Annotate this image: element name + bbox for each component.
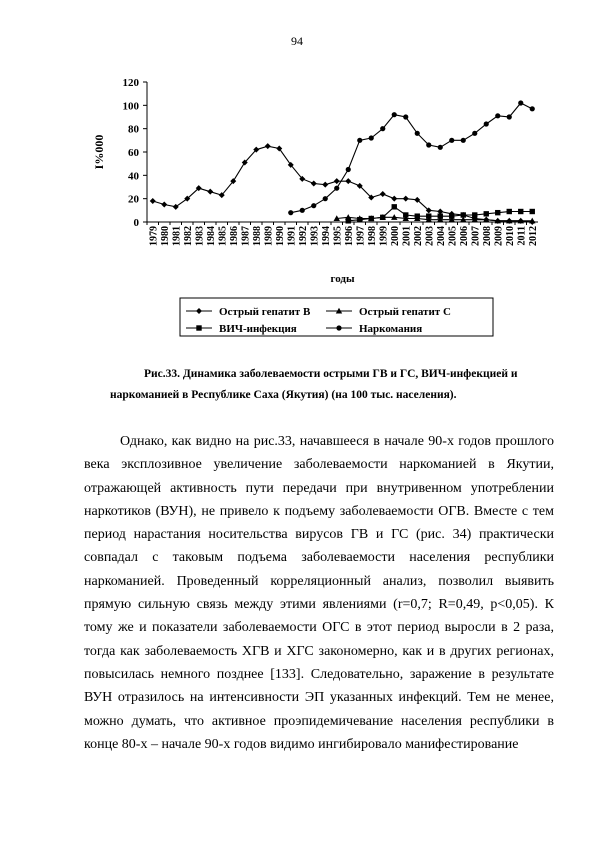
x-tick-label: 2009 [493,226,505,246]
data-point-circle [311,203,316,208]
x-tick-label: 1981 [171,226,183,246]
data-point-circle [530,106,535,111]
data-point-square [415,213,420,218]
x-tick-label: 2000 [389,226,401,246]
x-tick-label: 2001 [401,226,413,246]
data-point-circle [300,208,305,213]
data-point-diamond [265,143,271,149]
body-text [84,430,554,756]
data-point-square [507,209,512,214]
data-point-circle [380,126,385,131]
data-point-diamond [403,196,409,202]
data-point-diamond [322,182,328,188]
data-point-square [403,212,408,217]
chart-legend [180,298,493,336]
legend-marker-circle [336,325,341,330]
page-number: 94 [291,34,303,48]
x-tick-label: 1992 [297,226,309,246]
data-point-circle [415,131,420,136]
x-tick-label: 1994 [320,226,332,246]
y-axis-label: I%000 [92,134,106,170]
data-point-square [495,210,500,215]
data-point-square [438,213,443,218]
data-point-circle [334,186,339,191]
data-point-square [369,216,374,221]
data-point-diamond [161,202,167,208]
x-tick-label: 1988 [251,226,263,246]
data-point-circle [288,210,293,215]
x-tick-label: 2005 [447,226,459,246]
x-tick-label: 2008 [481,226,493,246]
y-tick-label: 20 [128,193,139,206]
data-point-diamond [345,178,351,184]
data-point-diamond [150,198,156,204]
x-tick-label: 1995 [332,226,344,246]
x-tick-label: 1998 [366,226,378,246]
y-tick-label: 80 [128,123,139,136]
data-point-circle [495,113,500,118]
figure-caption [110,364,530,406]
y-tick-label: 120 [122,77,139,89]
x-tick-label: 1989 [263,226,275,246]
incidence-line-chart [0,0,594,360]
y-tick-label: 60 [128,147,139,159]
legend-label: Наркомания [359,323,423,335]
x-tick-label: 1984 [205,226,217,246]
data-point-square [484,211,489,216]
x-tick-label: 2003 [424,226,436,246]
x-tick-label: 2007 [470,226,482,246]
x-tick-label: 1991 [286,226,298,246]
data-point-square [449,213,454,218]
data-point-circle [507,114,512,119]
x-tick-label: 1996 [343,226,355,246]
x-tick-label: 1993 [309,226,321,246]
x-tick-label: 1980 [159,226,171,246]
data-point-square [357,217,362,222]
data-point-square [472,212,477,217]
data-point-circle [369,135,374,140]
body-paragraph: Однако, как видно на рис.33, начавшееся в начале 90-х годов прошлого века эксплозивное увеличение заболеваемости наркоманией в Якутии, отражающей активность пути передачи при внутривенном употреблении наркотиков (ВУН), не привело к подъему заболеваемости ОГВ. Вместе с тем период нарастания носительства вирусов ГВ и ГС (рис. 34) практически совпадал с таковым подъема заболеваемости населения республики наркоманией. Проведенный корреляционный анализ, позволил выявить прямую сильную связь между этими явлениями (r=0,7; R=0,49, p<0,05). К тому же и показатели заболеваемости ОГС в этот период выросли в 2 раза, тогда как заболеваемость ХГВ и ХГС закономерно, как и в других регионах, повысилась немного позднее [133]. Следовательно, заражение в результате ВУН отразилось на интенсивности ЭП указанных инфекций. Тем не менее, можно думать, что активное проэпидемичевание населения республики в конце 80-х – начале 90-х годов видимо ингибировало манифестирование [84,434,554,752]
data-point-circle [323,196,328,201]
data-point-diamond [391,196,397,202]
x-tick-label: 1983 [194,226,206,246]
data-point-circle [461,138,466,143]
data-point-circle [472,131,477,136]
legend-label: Острый гепатит С [359,306,451,318]
data-point-square [346,218,351,223]
x-tick-label: 1999 [378,226,390,246]
x-tick-label: 1979 [148,226,160,246]
legend-label: ВИЧ-инфекция [219,323,297,335]
data-point-circle [392,112,397,117]
x-tick-label: 2011 [516,226,528,246]
y-tick-label: 0 [133,217,139,229]
data-point-square [518,209,523,214]
legend-label: Острый гепатит В [219,306,311,318]
x-tick-label: 2012 [527,226,539,246]
x-tick-label: 2004 [435,226,447,246]
data-point-circle [484,121,489,126]
y-tick-label: 40 [128,170,139,183]
caption-line-1: Рис.33. Динамика заболеваемости острыми ГВ и ГС, ВИЧ-инфекцией и [144,368,518,380]
data-point-square [392,204,397,209]
data-point-circle [346,167,351,172]
data-point-circle [357,138,362,143]
data-point-circle [518,100,523,105]
data-point-circle [426,142,431,147]
data-point-square [426,213,431,218]
data-point-circle [403,114,408,119]
data-point-circle [449,138,454,143]
legend-marker-square [196,325,201,330]
x-axis-label: годы [330,273,355,285]
x-tick-label: 1986 [228,226,240,246]
series-4 [288,100,535,215]
x-tick-label: 1982 [182,226,194,246]
data-point-square [461,212,466,217]
series-line-4 [291,103,533,213]
series-line-1 [153,146,533,222]
caption-line-2: наркоманией в Республике Саха (Якутия) (на 100 тыс. населения). [110,389,457,401]
y-tick-label: 100 [122,100,139,113]
x-tick-label: 1990 [274,226,286,246]
data-point-diamond [334,178,340,184]
data-point-circle [438,145,443,150]
data-point-square [380,215,385,220]
x-tick-label: 2002 [412,226,424,246]
x-tick-label: 1987 [240,226,252,246]
data-point-diamond [311,181,317,187]
data-point-diamond [207,189,213,195]
data-point-diamond [380,191,386,197]
data-point-square [530,209,535,214]
x-tick-label: 2006 [458,226,470,246]
x-tick-label: 2010 [504,226,516,246]
x-tick-label: 1997 [355,226,367,246]
x-tick-label: 1985 [217,226,229,246]
